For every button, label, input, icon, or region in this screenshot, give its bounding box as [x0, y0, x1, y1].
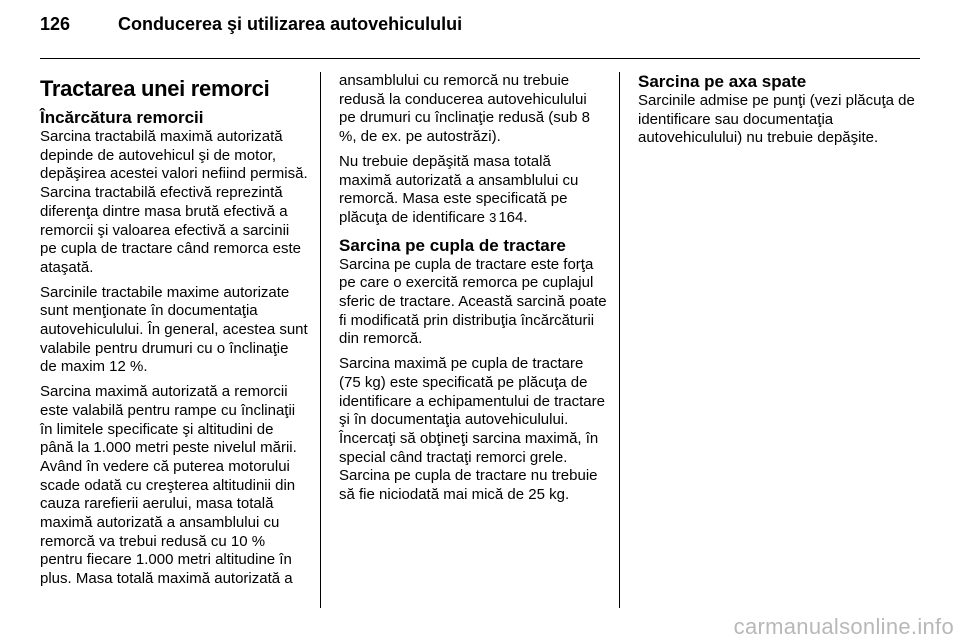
subsection-title: Încărcătura remorcii	[40, 108, 204, 127]
paragraph: Sarcina maximă autorizată a remorcii este valabilă pentru rampe cu înclinaţii în limitele specificate şi altitudini de până la 1.000 metri peste nivelul mării. Având în vedere că puterea motorului scade odată cu creşterea altitudinii din cauza rarefierii aerului, masa totală maximă autorizată a ansamblului cu remorcă va trebui redusă cu 10 % pentru fiecare 1.000 metri altitudine în plus. Masa totală maximă autorizată a	[40, 383, 297, 588]
paragraph: Sarcina maximă pe cupla de tractare (75 kg) este specificată pe plăcuţa de identificare a echipamentului de tractare şi în documentaţia autovehiculului. Încercaţi să obţineţi sarcina maximă, în special când tractaţi remorci grele. Sarcina pe cupla de tractare nu trebuie să fie niciodată mai mică de 25 kg.	[339, 355, 605, 504]
page-number: 126	[40, 14, 71, 34]
section-title: Tractarea unei remorci	[40, 76, 270, 101]
paragraph	[339, 153, 607, 228]
column-middle	[339, 72, 607, 511]
page-reference-arrow-icon: 3	[489, 209, 497, 225]
column-divider	[619, 72, 620, 608]
paragraph: Sarcinile admise pe punţi (vezi plăcuţa de identificare sau documentaţia autovehiculului) nu trebuie depăşite.	[638, 92, 915, 147]
watermark: carmanualsonline.info	[733, 614, 954, 639]
page-header	[40, 14, 920, 48]
chapter-title: Conducerea şi utilizarea autovehiculului	[118, 14, 463, 34]
paragraph: Sarcina pe cupla de tractare este forţa pe care o exercită remorca pe cuplajul sferic de tractare. Această sarcină poate fi modificată prin distribuţia încărcăturii din remorcă.	[339, 255, 607, 348]
paragraph: Sarcinile tractabile maxime autorizate sunt menţionate în documentaţia autovehiculului. În general, acestea sunt valabile pentru drumuri cu o înclinaţie de maxim 12 %.	[40, 283, 308, 376]
paragraph: ansamblului cu remorcă nu trebuie redusă la conducerea autovehiculului pe drumuri cu înclinaţie redusă (sub 8 %, de ex. pe autostrăzi).	[339, 72, 590, 146]
column-left	[40, 72, 308, 595]
page-reference[interactable]: 164.	[498, 208, 528, 226]
header-rule	[40, 58, 920, 59]
paragraph: Sarcina tractabilă maximă autorizată depinde de autovehicul şi de motor, depăşirea acestei valori nefiind permisă. Sarcina tractabilă efectivă reprezintă diferenţa dintre masa brută efectivă a remorcii şi valoarea efectivă a sarcinii pe cupla de tractare când remorca este ataşată.	[40, 128, 308, 276]
column-divider	[320, 72, 321, 608]
subsection-title: Sarcina pe cupla de tractare	[339, 235, 566, 255]
paragraph-text: Nu trebuie depăşită masa totală maximă autorizată a ansamblului cu remorcă. Masa este specificată pe plăcuţa de identificare	[339, 152, 579, 226]
column-right	[638, 72, 918, 154]
subsection-title: Sarcina pe axa spate	[638, 72, 807, 91]
